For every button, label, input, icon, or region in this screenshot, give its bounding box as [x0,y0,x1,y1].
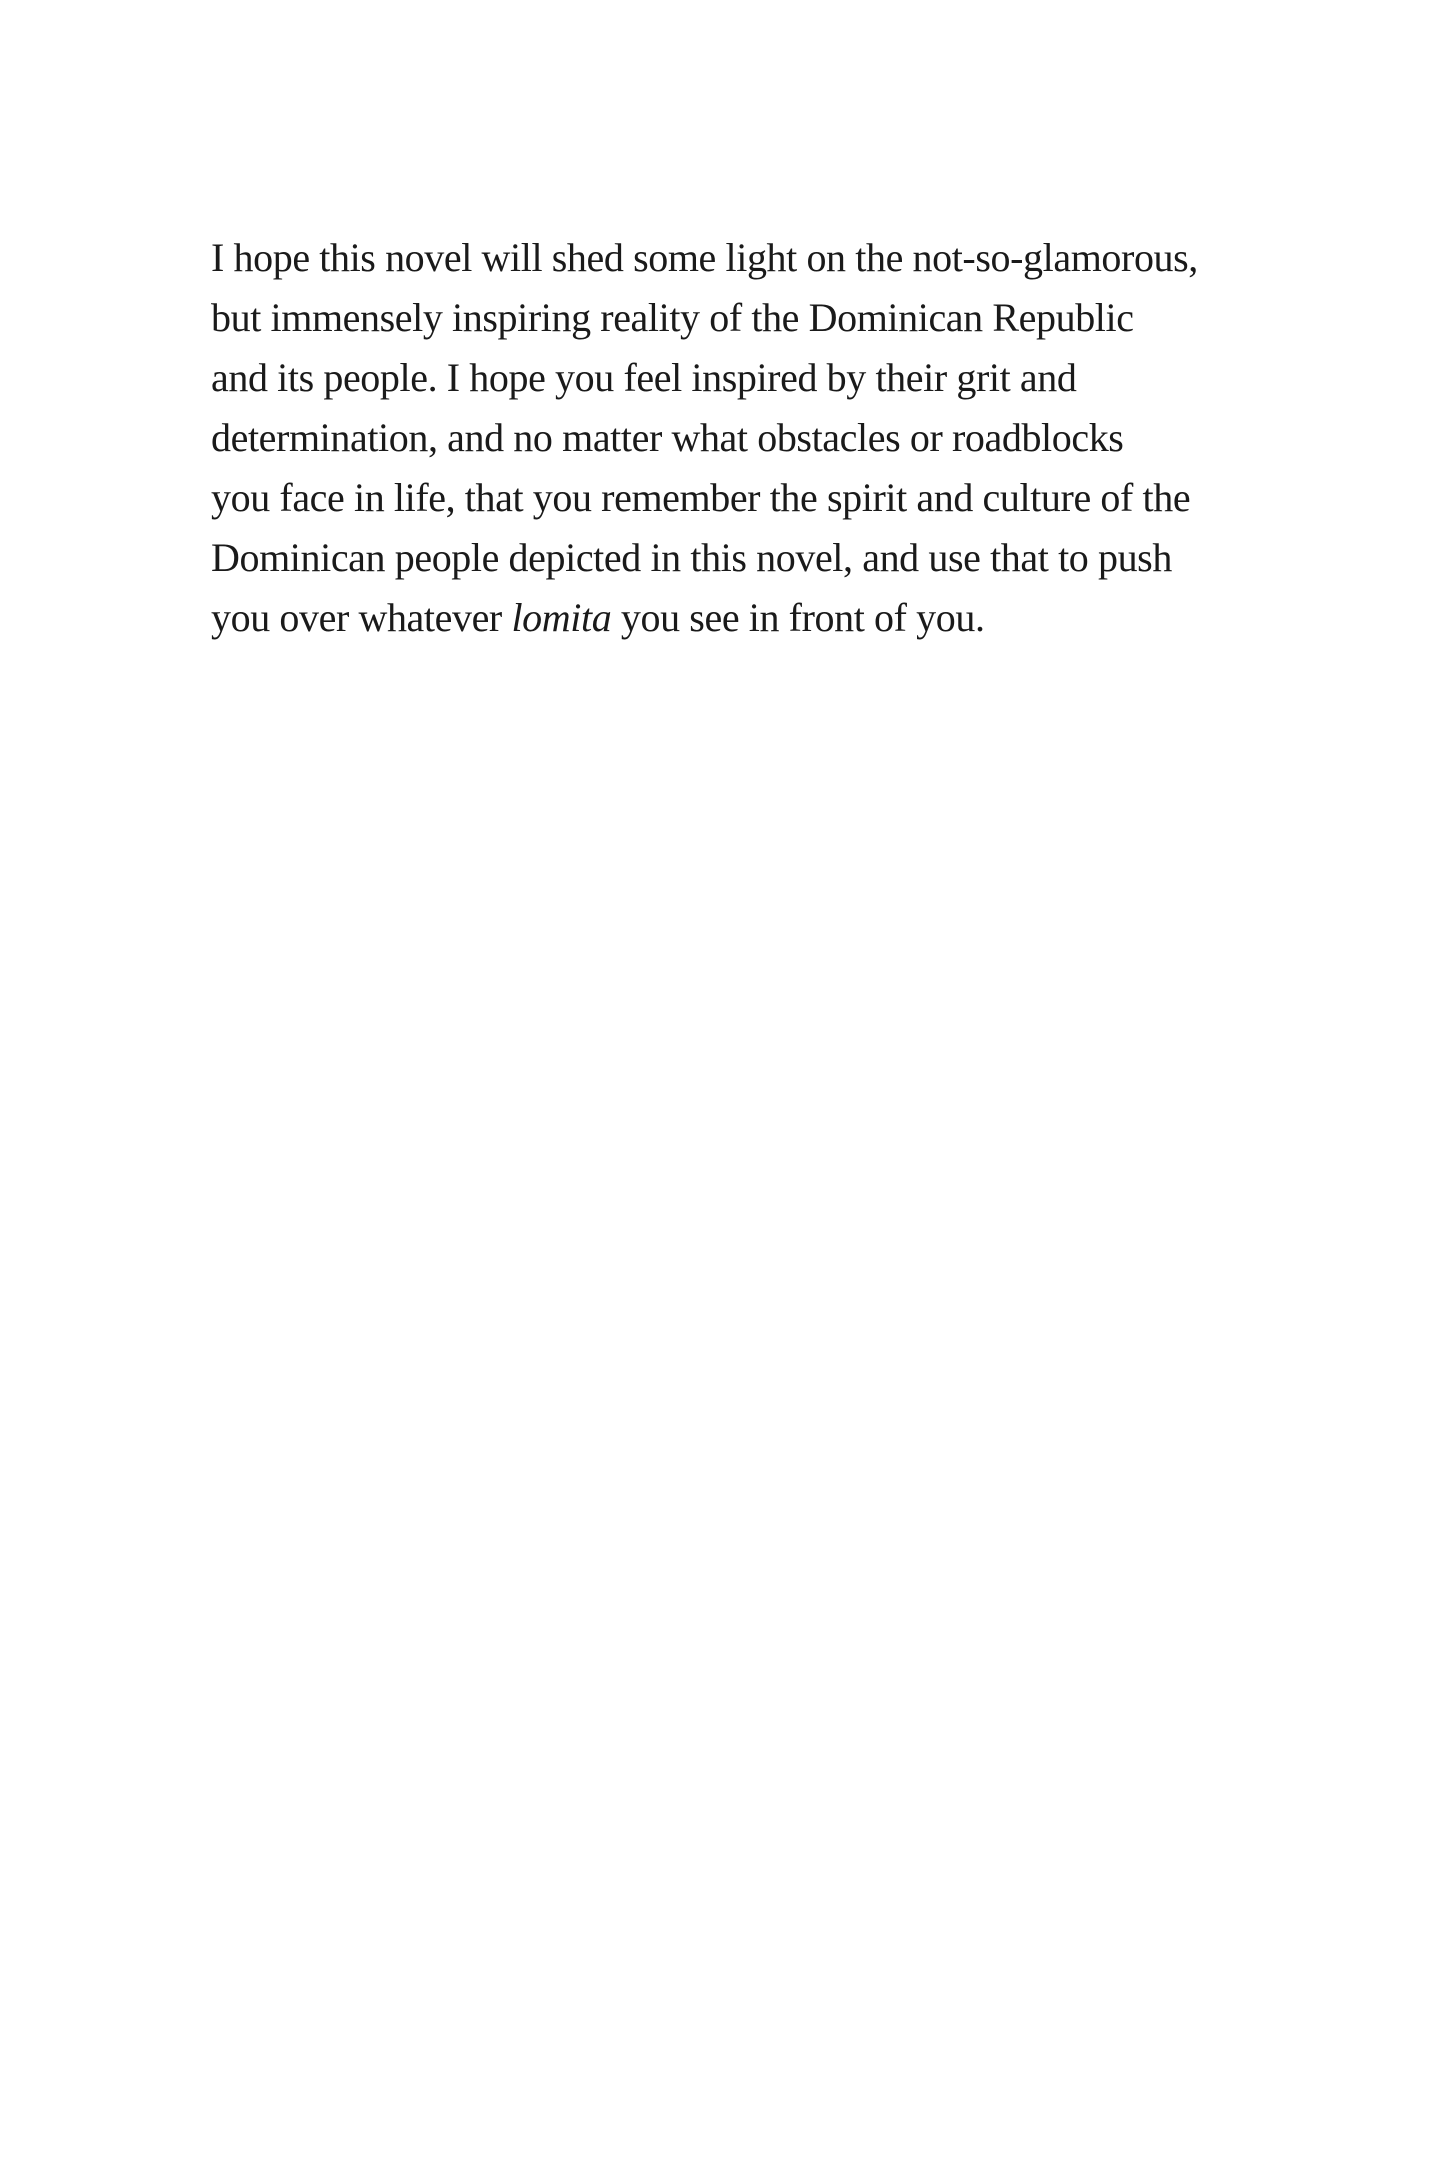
italic-term: lomita [511,595,612,640]
text-segment: determination, and no matter what obstacles or roadblocks [211,415,1124,460]
text-segment: you see in front of you. [611,595,985,640]
paragraph-line [211,228,1331,288]
text-segment: you face in life, that you remember the spirit and culture of the [211,475,1191,520]
paragraph-line [211,468,1331,528]
paragraph-line [211,348,1331,408]
text-segment: I hope this novel will shed some light on the not-so-glamorous, [211,235,1198,280]
paragraph-line [211,528,1331,588]
paragraph-line [211,288,1331,348]
paragraph-line [211,588,1331,648]
authors-note-paragraph [211,228,1331,648]
text-segment: but immensely inspiring reality of the Dominican Republic [211,295,1134,340]
text-segment: and its people. I hope you feel inspired by their grit and [211,355,1077,400]
paragraph-line [211,408,1331,468]
text-segment: Dominican people depicted in this novel, and use that to push [211,535,1172,580]
text-segment: you over whatever [211,595,512,640]
